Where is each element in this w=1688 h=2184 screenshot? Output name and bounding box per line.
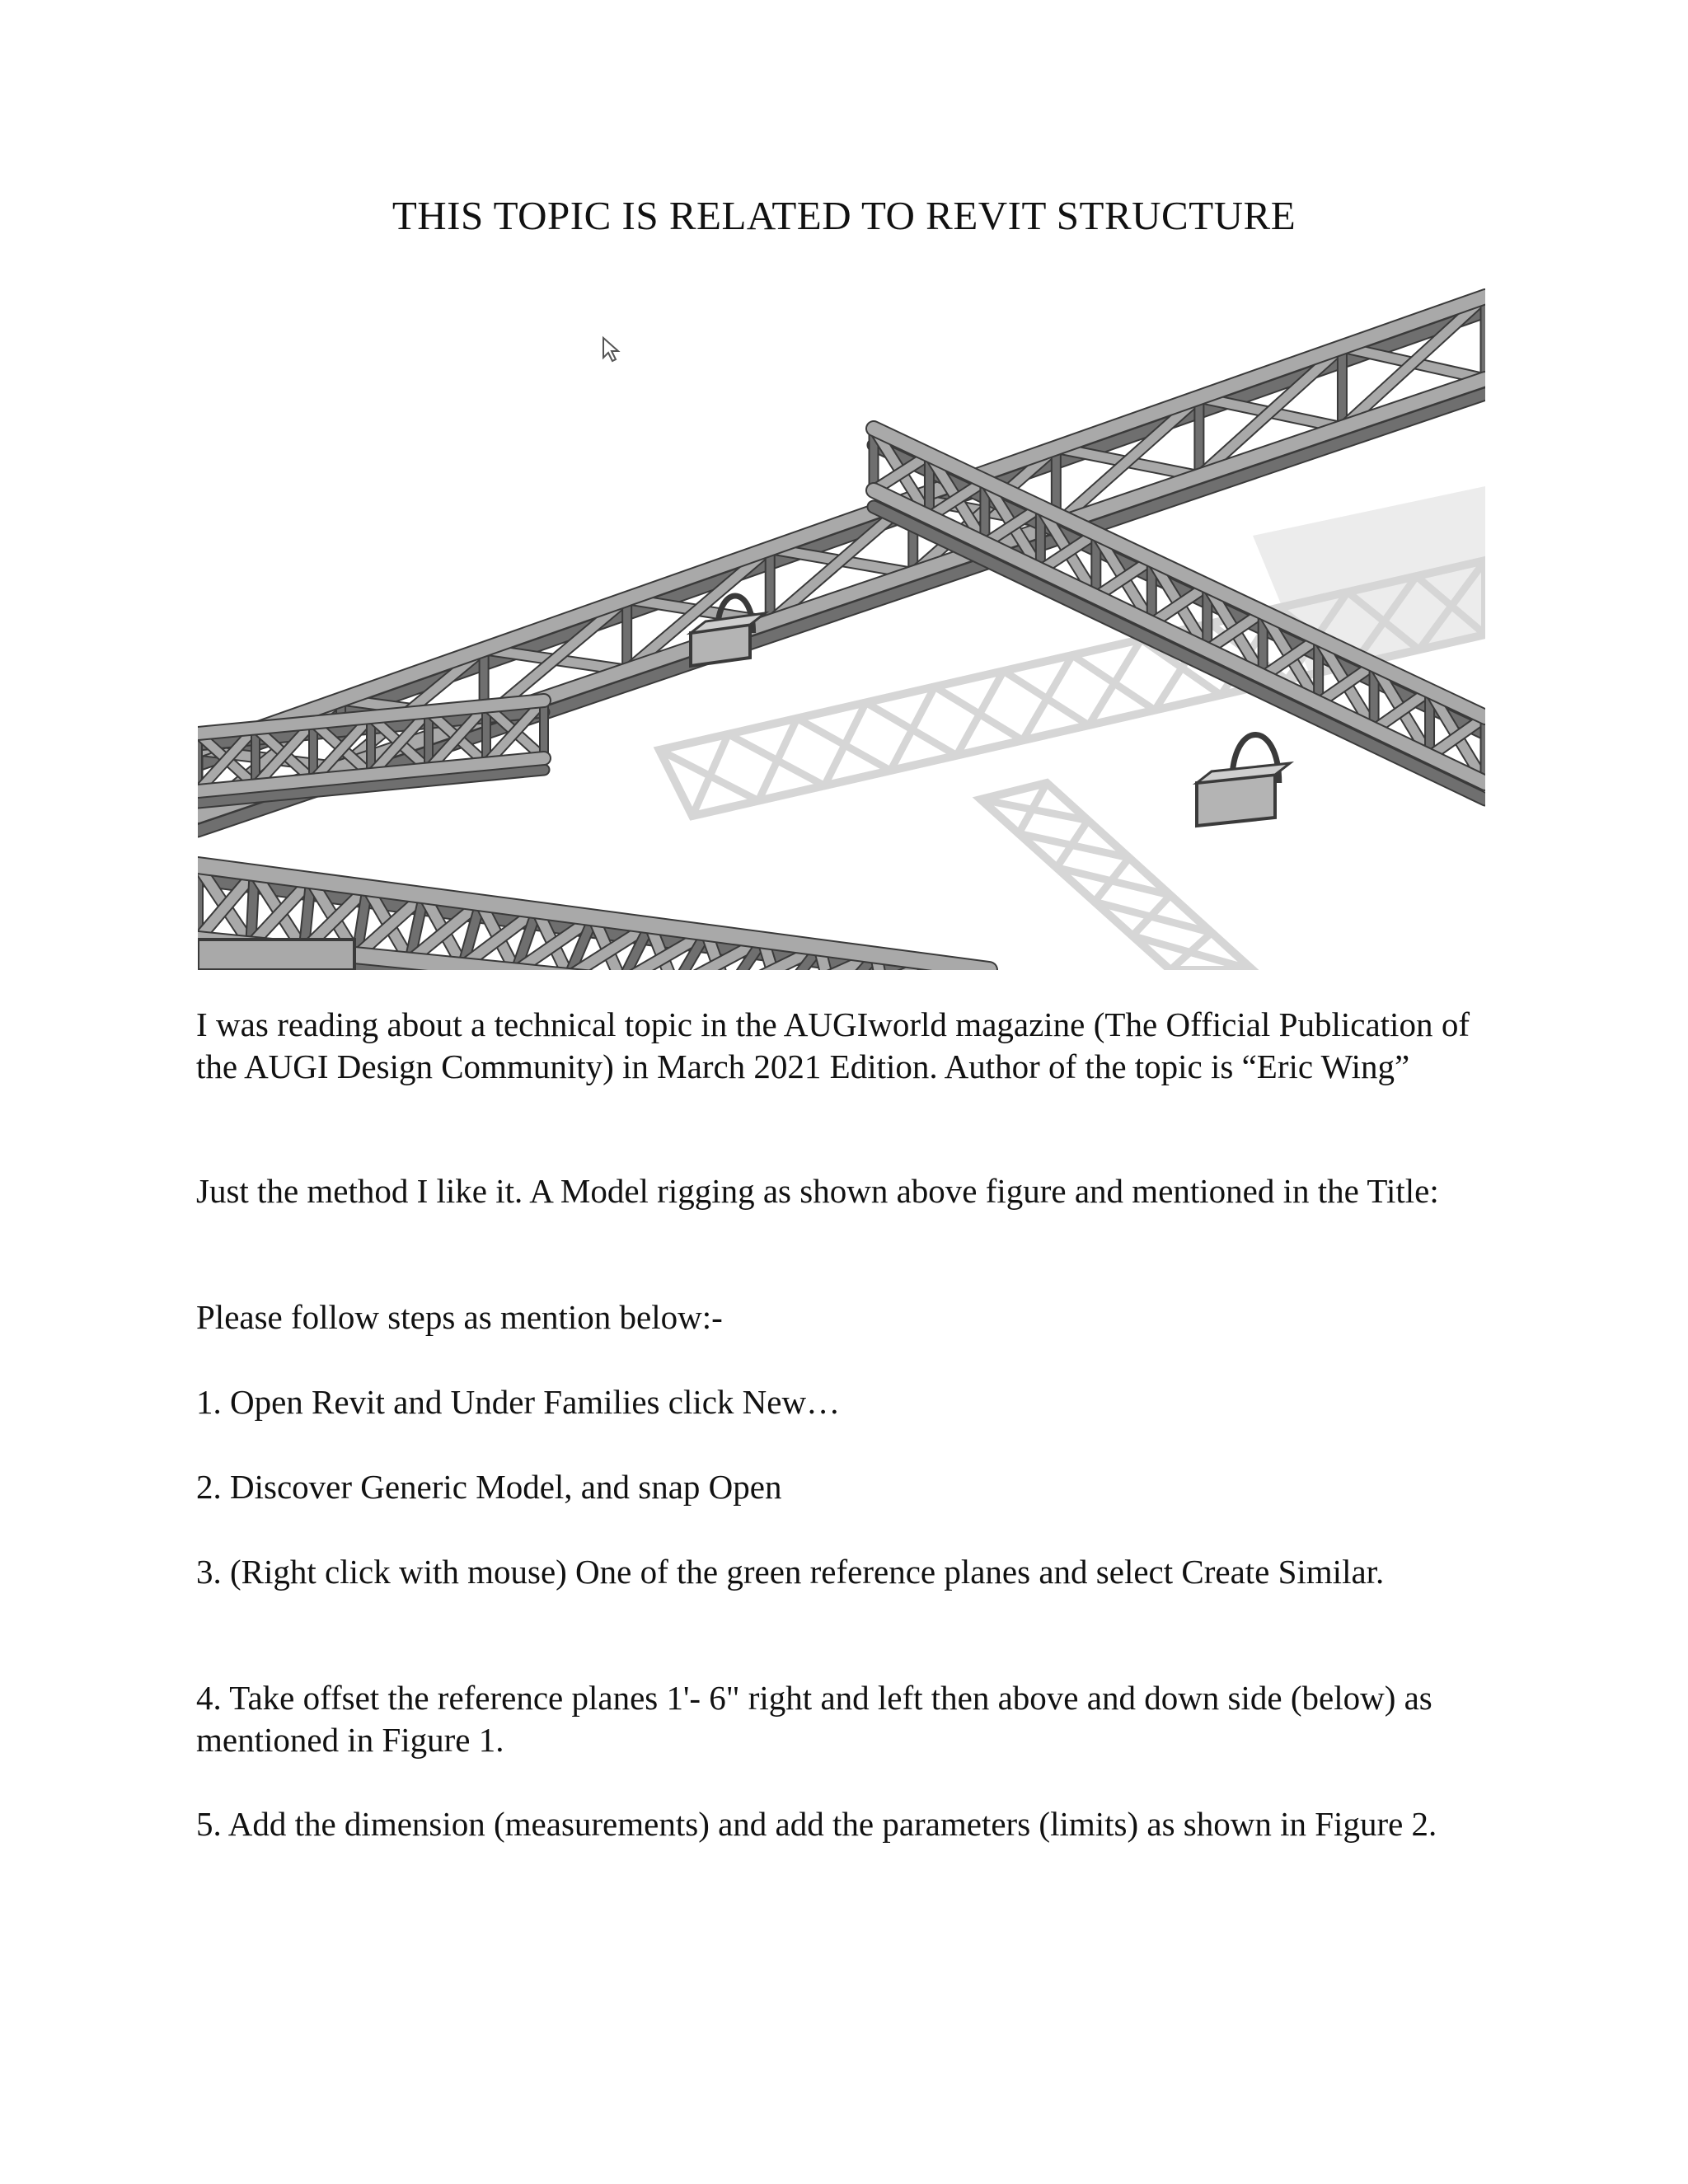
truss-rigging-figure: [198, 288, 1485, 970]
step-item: 1. Open Revit and Under Families click New…: [196, 1383, 841, 1421]
truss-frame-layer: [198, 297, 1485, 970]
step-item: 2. Discover Generic Model, and snap Open: [196, 1468, 782, 1506]
method-paragraph: Just the method I like it. A Model rigging as shown above figure and mentioned in the Title:: [196, 1172, 1439, 1210]
truss-rigging-render-icon: [198, 288, 1485, 970]
steps-intro-paragraph: Please follow steps as mention below:-: [196, 1298, 723, 1336]
step-item: 4. Take offset the reference planes 1'- 6" right and left then above and down side (below) as mentioned in Figure 1.: [196, 1679, 1432, 1759]
page-title: THIS TOPIC IS RELATED TO REVIT STRUCTURE: [392, 193, 1296, 238]
intro-paragraph: I was reading about a technical topic in the AUGIworld magazine (The Official Publication of the AUGI Design Community) in March 2021 Edition. Author of the topic is “Eric Wing”: [196, 1005, 1470, 1085]
step-item: 5. Add the dimension (measurements) and add the parameters (limits) as shown in Figure 2.: [196, 1805, 1437, 1843]
step-item: 3. (Right click with mouse) One of the green reference planes and select Create Similar.: [196, 1553, 1385, 1591]
